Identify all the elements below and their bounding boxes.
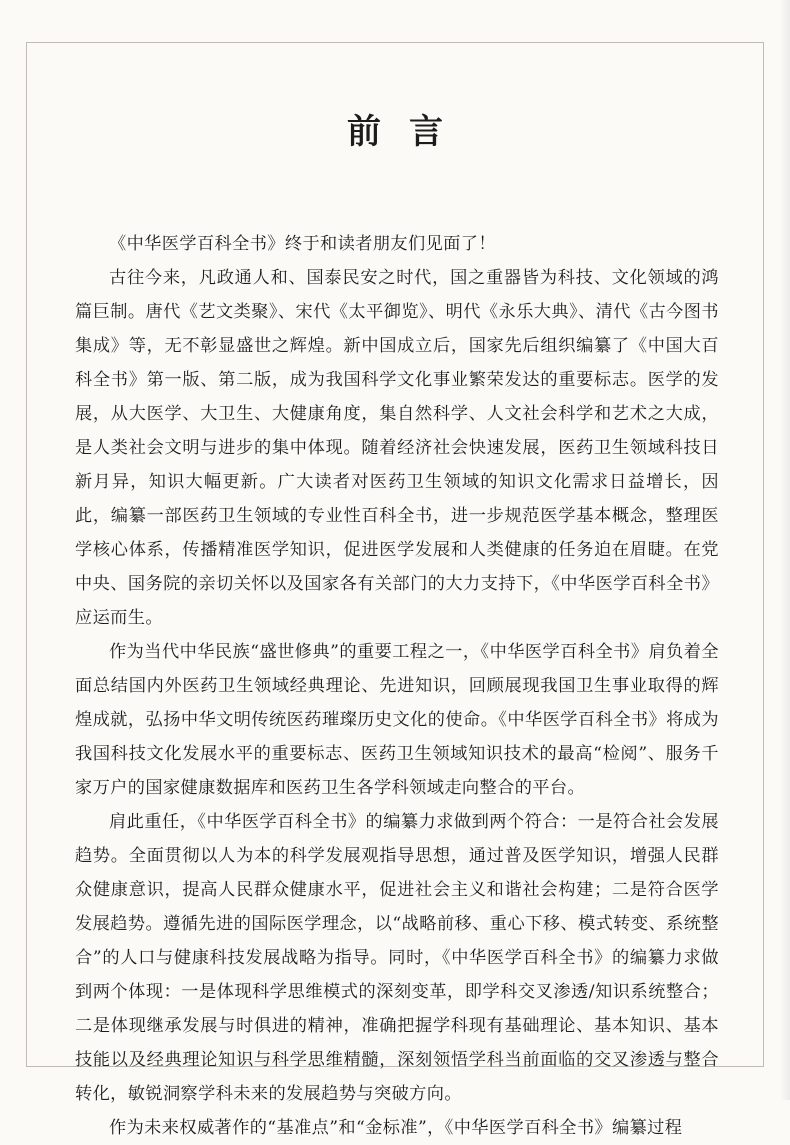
paragraph-5: 作为未来权威著作的“基准点”和“金标准”，《中华医学百科全书》编纂过程: [109, 1118, 683, 1138]
page-title: 前言: [347, 112, 471, 152]
paragraph-2: 古往今来，凡政通人和、国泰民安之时代，国之重器皆为科技、文化领域的鸿篇巨制。唐代《艺文类聚》、宋代《太平御览》、明代《永乐大典》、清代《古今图书集成》等，无不彰显盛世之辉煌。新中国成立后，国家先后组织编纂了《中国大百科全书》第一版、第二版，成为我国科学文化事业繁荣发达的重要标志。医学的发展，从大医学、大卫生、大健康角度，集自然科学、人文社会科学和艺术之大成，是人类社会文明与进步的集中体现。随着经济社会快速发展，医药卫生领域科技日新月异，知识大幅更新。广大读者对医药卫生领域的知识文化需求日益增长，因此，编纂一部医药卫生领域的专业性百科全书，进一步规范医学基本概念，整理医学核心体系，传播精准医学知识，促进医学发展和人类健康的任务迫在眉睫。在党中央、国务院的亲切关怀以及国家各有关部门的大力支持下，《中华医学百科全书》应运而生。: [75, 268, 719, 628]
page-edge-shadow: [780, 0, 790, 1100]
paragraph-1: 《中华医学百科全书》终于和读者朋友们见面了！: [109, 234, 496, 254]
paragraph-3: 作为当代中华民族“盛世修典”的重要工程之一，《中华医学百科全书》肩负着全面总结国内外医药卫生领域经典理论、先进知识，回顾展现我国卫生事业取得的辉煌成就，弘扬中华文明传统医药璀璨历史文化的使命。《中华医学百科全书》将成为我国科技文化发展水平的重要标志、医药卫生领域知识技术的最高“检阅”、服务千家万户的国家健康数据库和医药卫生各学科领域走向整合的平台。: [75, 642, 719, 798]
paragraph-4: 肩此重任，《中华医学百科全书》的编纂力求做到两个符合：一是符合社会发展趋势。全面贯彻以人为本的科学发展观指导思想，通过普及医学知识，增强人民群众健康意识，提高人民群众健康水平，促进社会主义和谐社会构建；二是符合医学发展趋势。遵循先进的国际医学理念，以“战略前移、重心下移、模式转变、系统整合”的人口与健康科技发展战略为指导。同时，《中华医学百科全书》的编纂力求做到两个体现：一是体现科学思维模式的深刻变革，即学科交叉渗透/知识系统整合；二是体现继承发展与时俱进的精神，准确把握学科现有基础理论、基本知识、基本技能以及经典理论知识与科学思维精髓，深刻领悟学科当前面临的交叉渗透与整合转化，敏锐洞察学科未来的发展趋势与突破方向。: [75, 812, 719, 1104]
preface-body: [75, 227, 719, 1145]
